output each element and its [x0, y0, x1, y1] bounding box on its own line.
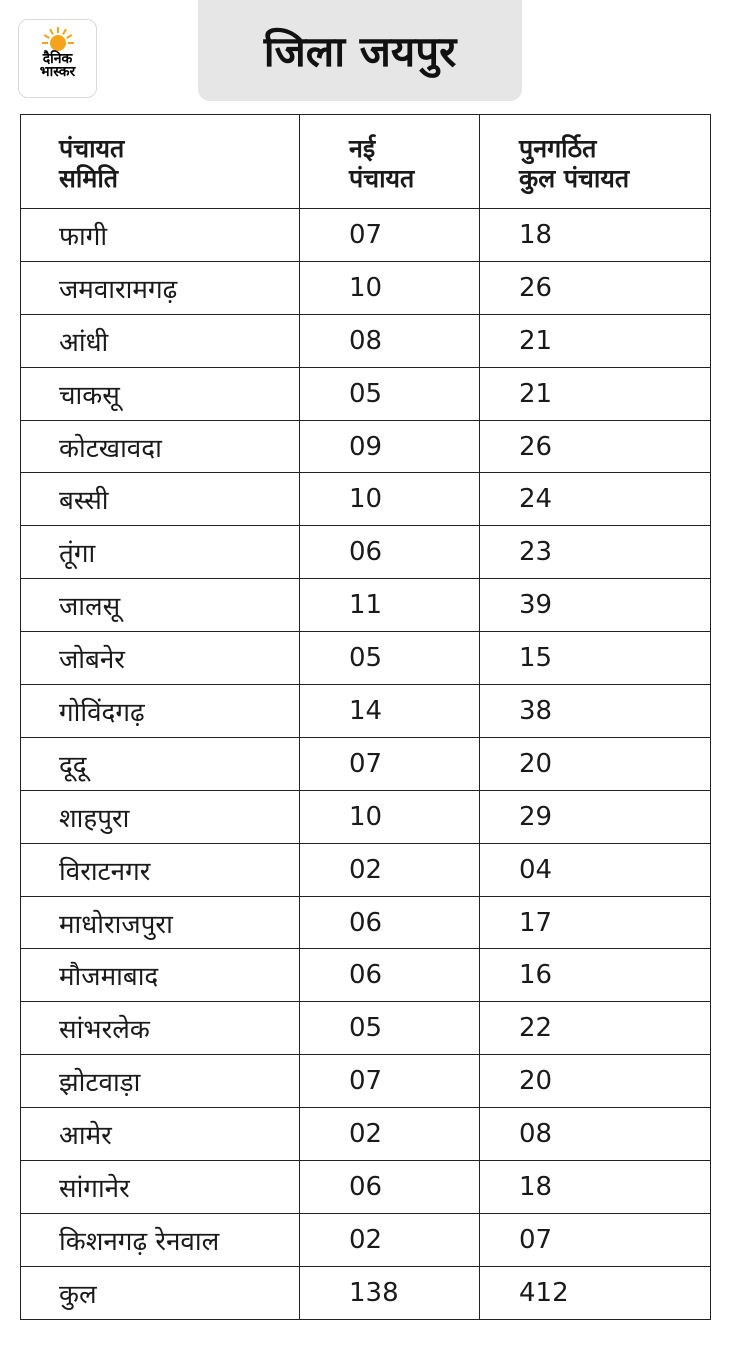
- total-panchayat-cell: 412: [480, 1266, 711, 1319]
- logo-line1: दैनिक: [42, 51, 73, 67]
- dainik-bhaskar-logo: [18, 19, 97, 98]
- total-panchayat-cell: 18: [480, 1161, 711, 1214]
- table-row: [21, 209, 711, 262]
- table-row: [21, 420, 711, 473]
- samiti-cell: दूदू: [21, 737, 300, 790]
- new-panchayat-cell: 08: [300, 314, 480, 367]
- table-row: [21, 1002, 711, 1055]
- table-row: [21, 367, 711, 420]
- new-panchayat-cell: 10: [300, 790, 480, 843]
- table-header-row: [21, 115, 711, 209]
- total-panchayat-cell: 21: [480, 314, 711, 367]
- total-panchayat-cell: 26: [480, 420, 711, 473]
- table-row: [21, 261, 711, 314]
- samiti-cell: सांगानेर: [21, 1161, 300, 1214]
- table-row: [21, 314, 711, 367]
- table-row: [21, 737, 711, 790]
- samiti-cell: विराटनगर: [21, 843, 300, 896]
- samiti-cell: जोबनेर: [21, 632, 300, 685]
- samiti-cell: जमवारामगढ़: [21, 261, 300, 314]
- page-title: जिला जयपुर: [263, 27, 457, 76]
- new-panchayat-cell: 07: [300, 1055, 480, 1108]
- total-panchayat-cell: 04: [480, 843, 711, 896]
- table-row: [21, 790, 711, 843]
- new-panchayat-cell: 06: [300, 1161, 480, 1214]
- total-panchayat-cell: 20: [480, 737, 711, 790]
- new-panchayat-cell: 06: [300, 896, 480, 949]
- table-row: [21, 1161, 711, 1214]
- new-panchayat-cell: 138: [300, 1266, 480, 1319]
- total-panchayat-cell: 18: [480, 209, 711, 262]
- samiti-cell: शाहपुरा: [21, 790, 300, 843]
- samiti-cell: तूंगा: [21, 526, 300, 579]
- table-row: [21, 949, 711, 1002]
- samiti-cell: आंधी: [21, 314, 300, 367]
- title-banner: [198, 0, 522, 101]
- table-row: [21, 632, 711, 685]
- table-row: [21, 685, 711, 738]
- samiti-cell: झोटवाड़ा: [21, 1055, 300, 1108]
- table-row: [21, 1108, 711, 1161]
- total-panchayat-cell: 17: [480, 896, 711, 949]
- table-row: [21, 473, 711, 526]
- samiti-cell: कुल: [21, 1266, 300, 1319]
- total-panchayat-cell: 08: [480, 1108, 711, 1161]
- table-row: [21, 1213, 711, 1266]
- total-panchayat-cell: 21: [480, 367, 711, 420]
- total-panchayat-cell: 23: [480, 526, 711, 579]
- table-row: [21, 1055, 711, 1108]
- table-row: [21, 896, 711, 949]
- total-panchayat-cell: 38: [480, 685, 711, 738]
- new-panchayat-cell: 07: [300, 209, 480, 262]
- new-panchayat-cell: 09: [300, 420, 480, 473]
- table-row: [21, 843, 711, 896]
- new-panchayat-cell: 02: [300, 843, 480, 896]
- samiti-cell: गोविंदगढ़: [21, 685, 300, 738]
- samiti-cell: आमेर: [21, 1108, 300, 1161]
- table-row: [21, 579, 711, 632]
- total-panchayat-cell: 16: [480, 949, 711, 1002]
- sun-icon: [41, 26, 75, 54]
- total-panchayat-cell: 20: [480, 1055, 711, 1108]
- total-panchayat-cell: 15: [480, 632, 711, 685]
- total-panchayat-cell: 24: [480, 473, 711, 526]
- header-panchayat-samiti: पंचायत समिति: [21, 115, 300, 209]
- table-row: [21, 526, 711, 579]
- total-panchayat-cell: 22: [480, 1002, 711, 1055]
- total-row: [21, 1266, 711, 1319]
- total-panchayat-cell: 26: [480, 261, 711, 314]
- samiti-cell: सांभरलेक: [21, 1002, 300, 1055]
- samiti-cell: फागी: [21, 209, 300, 262]
- new-panchayat-cell: 02: [300, 1108, 480, 1161]
- samiti-cell: माधोराजपुरा: [21, 896, 300, 949]
- samiti-cell: बस्सी: [21, 473, 300, 526]
- new-panchayat-cell: 11: [300, 579, 480, 632]
- new-panchayat-cell: 06: [300, 526, 480, 579]
- new-panchayat-cell: 06: [300, 949, 480, 1002]
- samiti-cell: जालसू: [21, 579, 300, 632]
- samiti-cell: मौजमाबाद: [21, 949, 300, 1002]
- new-panchayat-cell: 02: [300, 1213, 480, 1266]
- samiti-cell: चाकसू: [21, 367, 300, 420]
- new-panchayat-cell: 10: [300, 261, 480, 314]
- new-panchayat-cell: 05: [300, 367, 480, 420]
- new-panchayat-cell: 10: [300, 473, 480, 526]
- samiti-cell: किशनगढ़ रेनवाल: [21, 1213, 300, 1266]
- total-panchayat-cell: 39: [480, 579, 711, 632]
- new-panchayat-cell: 05: [300, 1002, 480, 1055]
- header-total-panchayat: पुनगर्ठित कुल पंचायत: [480, 115, 711, 209]
- new-panchayat-cell: 05: [300, 632, 480, 685]
- total-panchayat-cell: 07: [480, 1213, 711, 1266]
- new-panchayat-cell: 14: [300, 685, 480, 738]
- logo-line2: भास्कर: [39, 64, 76, 80]
- new-panchayat-cell: 07: [300, 737, 480, 790]
- header-new-panchayat: नई पंचायत: [300, 115, 480, 209]
- samiti-cell: कोटखावदा: [21, 420, 300, 473]
- panchayat-table: [20, 114, 711, 1320]
- total-panchayat-cell: 29: [480, 790, 711, 843]
